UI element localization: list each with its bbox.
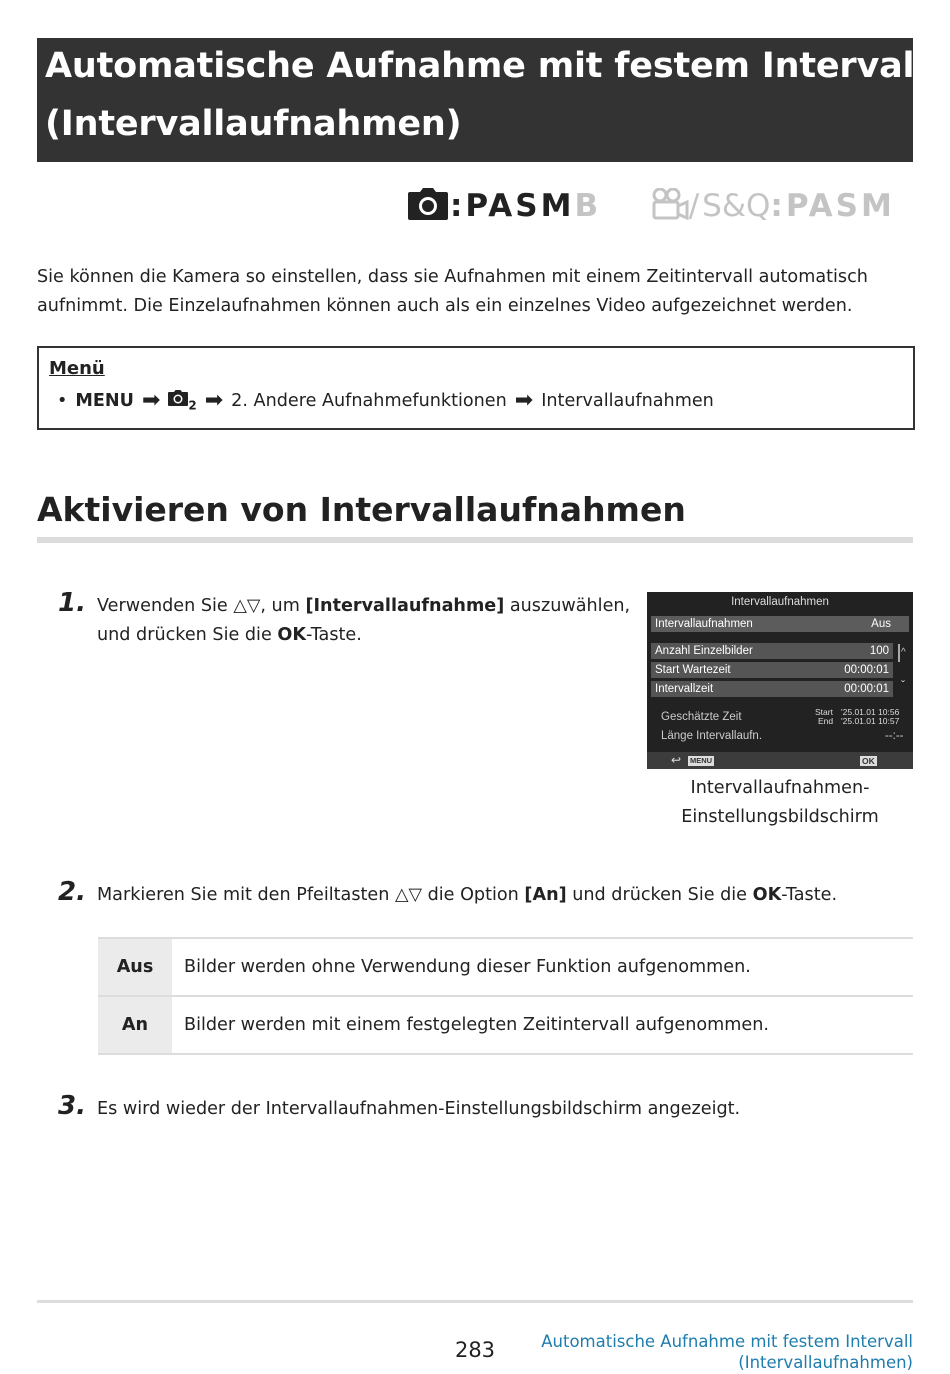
scroll-up-icon: ^ [901,647,906,658]
movie-camera-icon [651,188,689,220]
scroll-down-icon: ˇ [901,678,905,692]
footer-chapter-link[interactable] [541,1331,913,1373]
shooting-modes: :PASMB /S&Q:PASM [408,188,914,228]
camera-row-interval [651,616,909,632]
photo-mode-b: B [574,188,602,224]
camera-button-bar [647,752,913,769]
interval-length-label: Länge Intervallaufn. [661,730,763,742]
row-label: Intervallaufnahmen [655,618,753,630]
step-1-mid: , um [260,596,306,616]
section-title: Aktivieren von Intervallaufnahmen [37,490,686,529]
option-key: Aus [98,939,172,996]
page-title-banner [37,38,927,162]
menu-label: MENU [75,391,134,412]
camera-icon [408,188,448,220]
step-2-number: 2. [58,877,86,907]
step-1-post: auszuwählen, [504,596,631,616]
camera-row-start-wait [651,662,893,678]
figure-caption-line2: Einstellungsbildschirm [681,807,879,827]
menu-path-item: 2. Andere Aufnahmefunktionen [231,391,507,412]
option-description: Bilder werden mit einem festgelegten Zeitintervall aufgenommen. [172,996,913,1054]
up-down-arrows-icon: △▽ [394,885,423,905]
back-icon: ↩ [671,753,682,767]
video-modes-label: S&Q [702,188,771,224]
intro-line2: aufnimmt. Die Einzelaufnahmen können auch als ein einzelnes Video aufgezeichnet werden. [37,296,853,316]
up-down-arrows-icon: △▽ [233,596,261,616]
menu-path [57,390,714,413]
scrollbar [898,644,900,662]
row-value: 00:00:01 [844,683,889,695]
row-label: Intervallzeit [655,683,714,695]
menu-box-title: Menü [49,358,105,379]
row-label: Start Wartezeit [655,664,731,676]
page-number: 283 [454,1338,496,1362]
table-row [98,939,913,996]
ok-button-icon: OK [862,756,875,766]
arrow-right-icon: ➡ [514,388,534,414]
option-key: An [98,996,172,1054]
estimated-time-label: Geschätzte Zeit [661,711,742,723]
end-value: '25.01.01 10:57 [841,716,900,726]
step-3-text: Es wird wieder der Intervallaufnahmen-Einstellungsbildschirm angezeigt. [97,1099,741,1119]
row-value: 100 [869,645,889,657]
option-description: Bilder werden ohne Verwendung dieser Funktion aufgenommen. [172,939,913,996]
arrow-right-icon: ➡ [204,388,224,414]
step-1-text [97,592,637,650]
step-2-post: und drücken Sie die [566,885,753,905]
page-title-line1: Automatische Aufnahme mit festem Intervall [45,46,927,86]
step-1-pre: Verwenden Sie [97,596,228,616]
step-2-pre: Markieren Sie mit den Pfeiltasten [97,885,395,905]
step-1-line2-post: -Taste. [305,625,362,645]
page-title-line2: (Intervallaufnahmen) [45,104,462,144]
footer-link-line2[interactable]: (Intervallaufnahmen) [738,1353,913,1372]
step-1-line2-pre: und drücken Sie die [97,625,278,645]
table-row [98,996,913,1054]
camera-row-frames [651,643,893,659]
ok-button-label: OK [277,625,306,645]
end-label: End [818,716,834,726]
interval-length-value: --:-- [885,730,904,742]
camera-screen-header: Intervallaufnahmen [731,596,829,608]
section-divider [37,537,913,543]
camera-settings-screen [647,592,913,769]
video-modes-text: PASM [785,188,895,224]
shooting-menu-tab [168,390,196,413]
row-label: Anzahl Einzelbilder [655,645,753,657]
row-value: 00:00:01 [844,664,889,676]
footer-divider [37,1300,913,1303]
step-2-end: -Taste. [781,885,838,905]
step-2-text [97,881,837,910]
figure-caption-line1: Intervallaufnahmen- [690,778,870,798]
arrow-right-icon: ➡ [141,388,161,414]
start-value: '25.01.01 10:56 [841,707,900,717]
step-2-mid: die Option [422,885,525,905]
camera-row-interval-time [651,681,893,697]
photo-modes-text: PASM [465,188,575,224]
menu-path-box [37,346,915,430]
menu-bullet: • [57,391,68,412]
camera-icon [168,390,188,406]
step-3-number: 3. [58,1091,86,1121]
row-value: Aus [871,618,891,630]
step-1-number: 1. [58,588,86,618]
start-label: Start [815,707,833,717]
menu-button-icon: MENU [690,756,713,765]
step-2-option: [An] [524,885,567,905]
options-table [98,939,913,1055]
menu-path-target: Intervallaufnahmen [541,391,714,412]
intro-line1: Sie können die Kamera so einstellen, dass sie Aufnahmen mit einem Zeitintervall automatisch [37,267,868,287]
menu-tab-number: 2 [188,398,197,413]
ok-button-label: OK [752,885,782,905]
footer-link-line1[interactable]: Automatische Aufnahme mit festem Intervall [541,1332,913,1351]
step-1-option: [Intervallaufnahme] [305,596,505,616]
